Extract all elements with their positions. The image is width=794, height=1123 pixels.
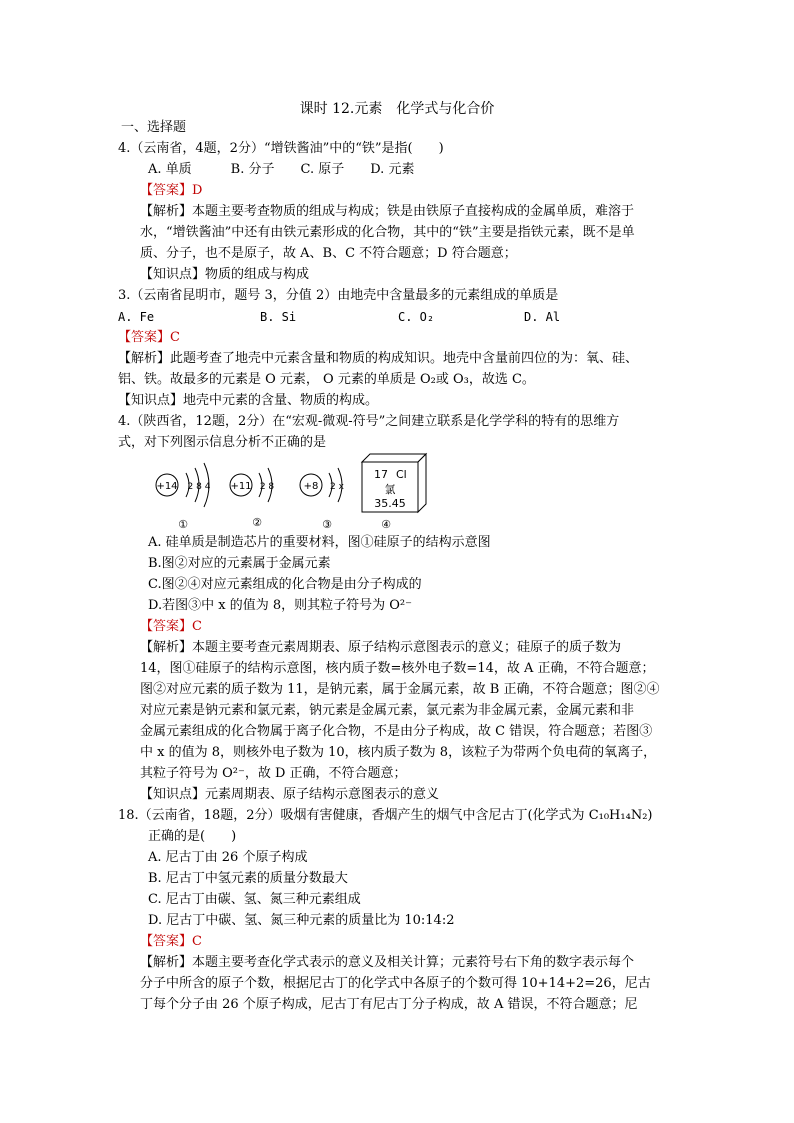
q2-stem: 3.（云南省昆明市，题号 3，分值 2）由地壳中含量最多的元素组成的单质是 [118, 288, 559, 303]
q1-answer-value: D [192, 183, 203, 198]
q1-knowledge: 【知识点】物质的组成与构成 [140, 267, 310, 282]
atom-1-nucleus: +14 [156, 481, 178, 492]
q4-option-b: B. 尼古丁中氢元素的质量分数最大 [148, 871, 348, 886]
diagram-label-4: ④ [381, 518, 391, 531]
q3-answer [140, 617, 202, 637]
element-number: 17 [374, 468, 388, 481]
q3-analysis-line: 【解析】本题主要考查元素周期表、原子结构示意图表示的意义；硅原子的质子数为 [140, 640, 622, 655]
q2-knowledge: 【知识点】地壳中元素的含量、物质的构成。 [118, 393, 379, 408]
q4-analysis-line: 【解析】本题主要考查化学式表示的意义及相关计算；元素符号右下角的数字表示每个 [140, 955, 635, 970]
q2-answer-value: C [170, 330, 180, 345]
q1-analysis-line: 质、分子，也不是原子，故 A、B、C 不符合题意；D 符合题意； [140, 246, 517, 261]
element-symbol: Cl [396, 468, 407, 481]
q4-stem-cont: 正确的是( ) [148, 829, 237, 844]
q2-option-a: A. Fe [118, 310, 155, 324]
diagram-label-3: ③ [322, 518, 332, 531]
q2-option-d: D. Al [524, 310, 561, 324]
q3-knowledge: 【知识点】元素周期表、原子结构示意图表示的意义 [140, 787, 440, 802]
q3-option-c: C.图②④对应元素组成的化合物是由分子构成的 [148, 577, 422, 592]
q2-option-c: C. O₂ [398, 310, 435, 324]
silicon-atom-diagram [156, 463, 211, 507]
answer-tag: 【答案】 [140, 619, 193, 634]
knowledge-tag: 【知识点】 [140, 267, 206, 282]
q3-analysis-line: 对应元素是钠元素和氯元素，钠元素是金属元素，氯元素为非金属元素，金属元素和非 [140, 703, 635, 718]
q2-analysis-line: 【解析】此题考查了地壳中元素含量和物质的构成知识。地壳中含量前四位的为：氧、硅、 [118, 351, 639, 366]
q2-option-b: B. Si [260, 310, 297, 324]
sodium-atom-diagram [230, 468, 274, 502]
knowledge-tag: 【知识点】 [140, 787, 206, 802]
q1-analysis-line: 水，“增铁酱油”中还有由铁元素形成的化合物，其中的“铁”主要是指铁元素，既不是单 [140, 225, 635, 240]
analysis-tag: 【解析】 [140, 640, 193, 655]
q3-option-d: D.若图③中 x 的值为 8，则其粒子符号为 O²⁻ [148, 598, 412, 613]
q1-options: A. 单质 B. 分子 C. 原子 D. 元素 [148, 162, 415, 177]
atom-2-nucleus: +11 [230, 481, 252, 492]
q4-option-c: C. 尼古丁由碳、氢、氮三种元素组成 [148, 892, 361, 907]
diagram-label-2: ② [252, 516, 262, 529]
q4-analysis-line: 分子中所含的原子个数，根据尼古丁的化学式中各原子的个数可得 10+14+2=26，尼古 [140, 976, 651, 991]
q3-option-b: B.图②对应的元素属于金属元素 [148, 556, 331, 571]
atom-3-shells: 2 x [330, 482, 344, 492]
q3-analysis-line: 14，图①硅原子的结构示意图，核内质子数=核外电子数=14，故 A 正确，不符合题意； [140, 661, 655, 676]
q3-analysis-line: 金属元素组成的化合物属于离子化合物，不是由分子构成，故 C 错误，符合题意；若图③ [140, 724, 653, 739]
page-title: 课时 12.元素 化学式与化合价 [299, 101, 495, 117]
element-name: 氯 [384, 483, 396, 496]
q1-analysis-line: 【解析】本题主要考查物质的组成与构成；铁是由铁原子直接构成的金属单质，难溶于 [140, 204, 635, 219]
answer-tag: 【答案】 [140, 934, 193, 949]
atom-1-shells: 2 8 4 [187, 482, 211, 492]
chlorine-element-cell [362, 454, 426, 512]
oxygen-atom-diagram [300, 468, 345, 502]
q3-stem-line: 式，对下列图示信息分析不正确的是 [118, 435, 327, 450]
q3-answer-value: C [192, 619, 202, 634]
atomic-structure-diagram [150, 452, 440, 534]
atom-3-nucleus: +8 [303, 481, 319, 492]
q3-analysis-line: 图②对应元素的质子数为 11，是钠元素，属于金属元素，故 B 正确，不符合题意；图②④ [140, 682, 660, 697]
analysis-tag: 【解析】 [140, 204, 193, 219]
q4-analysis-line: 丁每个分子由 26 个原子构成，尼古丁有尼古丁分子构成，故 A 错误，不符合题意；尼 [140, 997, 638, 1012]
q3-option-a: A. 硅单质是制造芯片的重要材料，图①硅原子的结构示意图 [148, 535, 491, 550]
q4-answer-value: C [192, 934, 202, 949]
q1-stem: 4.（云南省，4题，2分）“增铁酱油”中的“铁”是指( ) [118, 141, 444, 156]
element-mass: 35.45 [374, 497, 406, 510]
q4-option-a: A. 尼古丁由 26 个原子构成 [148, 850, 308, 865]
q3-analysis-line: 其粒子符号为 O²⁻，故 D 正确，不符合题意； [140, 766, 407, 781]
q2-answer [118, 328, 180, 348]
q1-answer [140, 181, 202, 201]
answer-tag: 【答案】 [140, 183, 193, 198]
q3-stem-line: 4.（陕西省，12题，2分）在“宏观-微观-符号”之间建立联系是化学学科的特有的思维方 [118, 414, 620, 429]
q4-option-d: D. 尼古丁中碳、氢、氮三种元素的质量比为 10:14:2 [148, 913, 455, 928]
analysis-tag: 【解析】 [140, 955, 193, 970]
knowledge-tag: 【知识点】 [118, 393, 184, 408]
q4-stem: 18.（云南省，18题，2分）吸烟有害健康，香烟产生的烟气中含尼古丁(化学式为 C₁₀H₁₄N₂) [118, 808, 653, 823]
q2-analysis-line: 铝、铁。故最多的元素是 O 元素， O 元素的单质是 O₂或 O₃，故选 C。 [118, 372, 535, 387]
diagram-label-1: ① [178, 518, 188, 531]
section-heading: 一、选择题 [121, 120, 187, 135]
q4-answer [140, 932, 202, 952]
analysis-tag: 【解析】 [118, 351, 171, 366]
answer-tag: 【答案】 [118, 330, 171, 345]
q3-analysis-line: 中 x 的值为 8，则核外电子数为 10，核内质子数为 8，该粒子为带两个负电荷的氧离子， [140, 745, 657, 760]
atom-2-shells: 2 8 [259, 482, 275, 492]
